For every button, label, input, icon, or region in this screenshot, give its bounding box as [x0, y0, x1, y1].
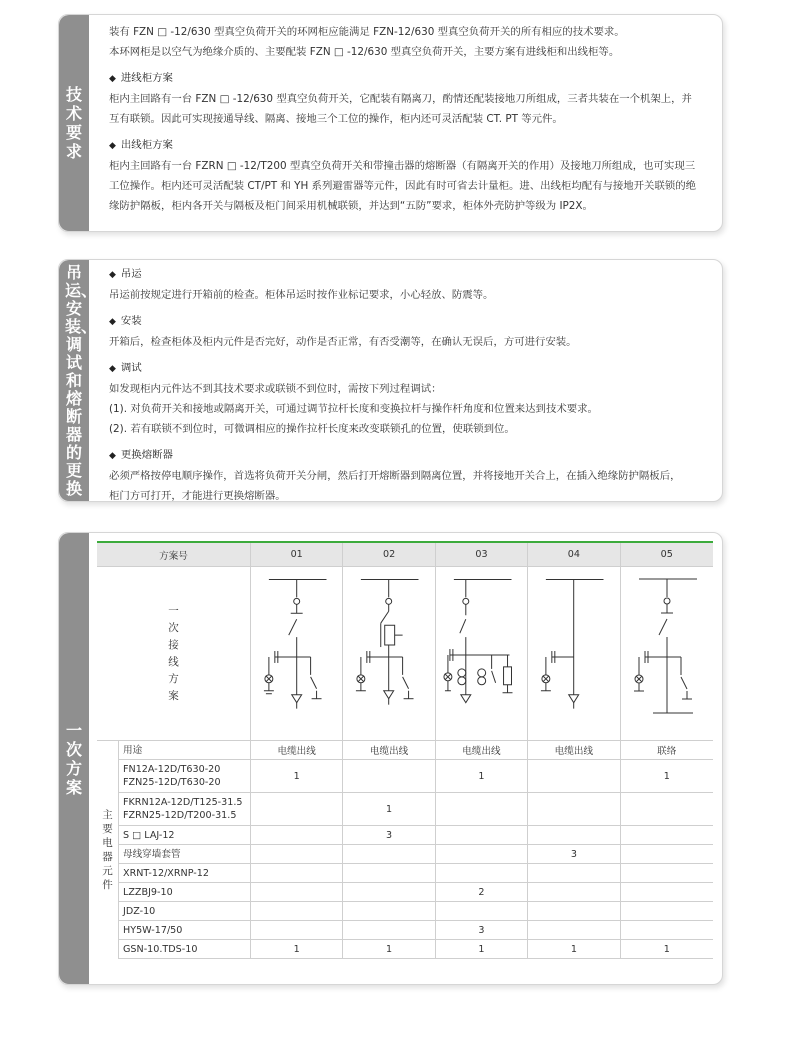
- item-line: 柜门方可打开，才能进行更换熔断器。: [109, 490, 286, 502]
- quantity-cell: [621, 883, 713, 901]
- table-row: [119, 902, 713, 921]
- quantity-cell: [251, 902, 343, 920]
- usage-cell: 电缆出线: [343, 741, 435, 759]
- scheme-diagram-01: [251, 567, 343, 740]
- quantity-cell: [528, 760, 620, 792]
- quantity-cell: 1: [436, 760, 528, 792]
- quantity-cell: [621, 845, 713, 863]
- quantity-cell: [528, 793, 620, 825]
- wiring-diagram-01: [251, 567, 342, 741]
- item-line: 必须严格按停电顺序操作，首选将负荷开关分闸，然后打开熔断器到隔离位置，并将接地开关合上，在插入绝缘防护隔板后，: [109, 470, 681, 482]
- quantity-cell: [621, 902, 713, 920]
- item-line: 工位操作。柜内还可灵活配装 CT/PT 和 YH 系列避雷器等元件，因此有时可省去计量柜。进、出线柜均配有与接地开关联锁的绝: [109, 180, 697, 192]
- quantity-cell: [251, 845, 343, 863]
- item-line: 开箱后，检查柜体及柜内元件是否完好，动作是否正常，有否受潮等，在确认无误后，方可进行安装。: [109, 336, 577, 348]
- item-line: 缘防护隔板，柜内各开关与隔板及柜门间采用机械联锁，并达到“五防”要求，柜体外壳防护等级为 IP2X。: [109, 200, 593, 212]
- diamond-bullet-icon: ◆: [109, 270, 116, 280]
- item-line: (1). 对负荷开关和接地或隔离开关，可通过调节拉杆长度和变换拉杆与操作杆角度和位置来达到技术要求。: [109, 403, 598, 415]
- table-row: [119, 921, 713, 940]
- scheme-diagram-04: [528, 567, 620, 740]
- install-card: [58, 259, 723, 502]
- diagram-row: [97, 567, 713, 741]
- wiring-diagram-04: [528, 567, 619, 741]
- main-components-label-cell: [97, 741, 119, 959]
- quantity-cell: [621, 826, 713, 844]
- quantity-cell: 3: [436, 921, 528, 939]
- quantity-cell: [343, 760, 435, 792]
- intro-line: 本环网柜是以空气为绝缘介质的、主要配装 FZN □ -12/630 型真空负荷开关，主要方案有进线柜和出线柜等。: [109, 46, 620, 58]
- quantity-cell: 1: [528, 940, 620, 958]
- wiring-diagram-03: [436, 567, 527, 741]
- diamond-bullet-icon: ◆: [109, 141, 116, 151]
- quantity-cell: [528, 864, 620, 882]
- quantity-cell: [343, 902, 435, 920]
- scheme-card: [58, 532, 723, 985]
- table-row: [119, 826, 713, 845]
- quantity-cell: [436, 864, 528, 882]
- component-name: LZZBJ9-10: [119, 883, 251, 901]
- quantity-cell: [251, 883, 343, 901]
- table-row: [119, 883, 713, 902]
- item-heading: ◆ 调试: [109, 362, 142, 374]
- table-row: [119, 760, 713, 793]
- quantity-cell: 1: [343, 793, 435, 825]
- diamond-bullet-icon: ◆: [109, 74, 116, 84]
- item-heading: ◆ 安装: [109, 315, 142, 327]
- item-line: 柜内主回路有一台 FZRN □ -12/T200 型真空负荷开关和带撞击器的熔断器（有隔离开关的作用）及接地刀所组成，也可实现三: [109, 160, 696, 172]
- install-content: [109, 264, 710, 506]
- header-cell: 02: [343, 543, 435, 566]
- table-row: [119, 864, 713, 883]
- quantity-cell: [343, 864, 435, 882]
- quantity-cell: [251, 864, 343, 882]
- table-row: [119, 845, 713, 864]
- quantity-cell: 3: [528, 845, 620, 863]
- component-name: FKRN12A-12D/T125-31.5 FZRN25-12D/T200-31.5: [119, 793, 251, 825]
- quantity-cell: [621, 793, 713, 825]
- table-row: [119, 793, 713, 826]
- item-line: 吊运前按规定进行开箱前的检查。柜体吊运时按作业标记要求，小心轻放、防震等。: [109, 289, 494, 301]
- diagram-label-cell: [97, 567, 251, 740]
- component-name: 母线穿墙套管: [119, 845, 251, 863]
- usage-cell: 电缆出线: [251, 741, 343, 759]
- scheme-diagram-05: [621, 567, 713, 740]
- component-name: XRNT-12/XRNP-12: [119, 864, 251, 882]
- usage-row: [119, 741, 713, 760]
- scheme-diagram-02: [343, 567, 435, 740]
- quantity-cell: 1: [251, 760, 343, 792]
- quantity-cell: [621, 864, 713, 882]
- component-name: GSN-10.TDS-10: [119, 940, 251, 958]
- quantity-cell: 1: [343, 940, 435, 958]
- diagram-label: 一次接线方案: [168, 604, 179, 702]
- quantity-cell: [436, 826, 528, 844]
- quantity-cell: 1: [436, 940, 528, 958]
- quantity-cell: [621, 921, 713, 939]
- diamond-bullet-icon: ◆: [109, 451, 116, 461]
- tech-requirements-sidebar: [59, 15, 89, 231]
- table-row: [119, 940, 713, 959]
- item-heading: ◆ 进线柜方案: [109, 72, 173, 84]
- component-name: FN12A-12D/T630-20 FZN25-12D/T630-20: [119, 760, 251, 792]
- table-header-row: [97, 541, 713, 567]
- row-label: 用途: [119, 741, 251, 759]
- component-name: S □ LAJ-12: [119, 826, 251, 844]
- quantity-cell: [528, 883, 620, 901]
- header-cell: 01: [251, 543, 343, 566]
- scheme-sidebar: [59, 533, 89, 984]
- quantity-cell: [528, 902, 620, 920]
- header-cell: 03: [436, 543, 528, 566]
- item-heading: ◆ 更换熔断器: [109, 449, 173, 461]
- quantity-cell: 2: [436, 883, 528, 901]
- item-line: (2). 若有联锁不到位时，可微调相应的操作拉杆长度来改变联锁孔的位置，使联锁到位。: [109, 423, 515, 435]
- tech-requirements-card: [58, 14, 723, 232]
- install-sidebar: [59, 260, 98, 501]
- item-heading: ◆ 吊运: [109, 268, 142, 280]
- usage-cell: 电缆出线: [436, 741, 528, 759]
- item-line: 互有联锁。因此可实现接通导线、隔离、接地三个工位的操作，柜内还可灵活配装 CT. PT 等元件。: [109, 113, 563, 125]
- quantity-cell: 3: [343, 826, 435, 844]
- quantity-cell: [251, 793, 343, 825]
- quantity-cell: [436, 845, 528, 863]
- item-line: 柜内主回路有一台 FZN □ -12/630 型真空负荷开关，它配装有隔离刀，酌情还配装接地刀所组成，三者共装在一个机架上，并: [109, 93, 692, 105]
- intro-line: 装有 FZN □ -12/630 型真空负荷开关的环网柜应能满足 FZN-12/630 型真空负荷开关的所有相应的技术要求。: [109, 26, 625, 38]
- wiring-diagram-05: [621, 567, 713, 741]
- quantity-cell: [436, 902, 528, 920]
- section-label: 技术要求: [65, 85, 82, 161]
- quantity-cell: [251, 826, 343, 844]
- tech-requirements-content: [109, 22, 710, 216]
- quantity-cell: [343, 921, 435, 939]
- item-heading: ◆ 出线柜方案: [109, 139, 173, 151]
- quantity-cell: [436, 793, 528, 825]
- diamond-bullet-icon: ◆: [109, 317, 116, 327]
- section-label: 吊运、安装、调试和熔断器的更换: [65, 262, 98, 498]
- header-cell: 方案号: [97, 543, 251, 566]
- component-rows: [119, 760, 713, 959]
- main-components-label: 主要电器元件: [102, 809, 113, 891]
- diamond-bullet-icon: ◆: [109, 364, 116, 374]
- quantity-cell: [343, 883, 435, 901]
- component-name: HY5W-17/50: [119, 921, 251, 939]
- scheme-diagram-03: [436, 567, 528, 740]
- scheme-table: [97, 541, 713, 959]
- wiring-diagram-02: [343, 567, 434, 741]
- usage-cell: 电缆出线: [528, 741, 620, 759]
- section-label: 一次方案: [65, 720, 82, 797]
- quantity-cell: [528, 921, 620, 939]
- header-cell: 05: [660, 549, 673, 560]
- usage-cell: 联络: [657, 746, 677, 757]
- quantity-cell: 1: [251, 940, 343, 958]
- item-line: 如发现柜内元件达不到其技术要求或联锁不到位时，需按下列过程调试：: [109, 383, 442, 395]
- quantity-cell: [251, 921, 343, 939]
- quantity-cell: 1: [663, 770, 670, 782]
- component-name: JDZ-10: [119, 902, 251, 920]
- quantity-cell: 1: [663, 943, 670, 955]
- quantity-cell: [343, 845, 435, 863]
- quantity-cell: [528, 826, 620, 844]
- header-cell: 04: [528, 543, 620, 566]
